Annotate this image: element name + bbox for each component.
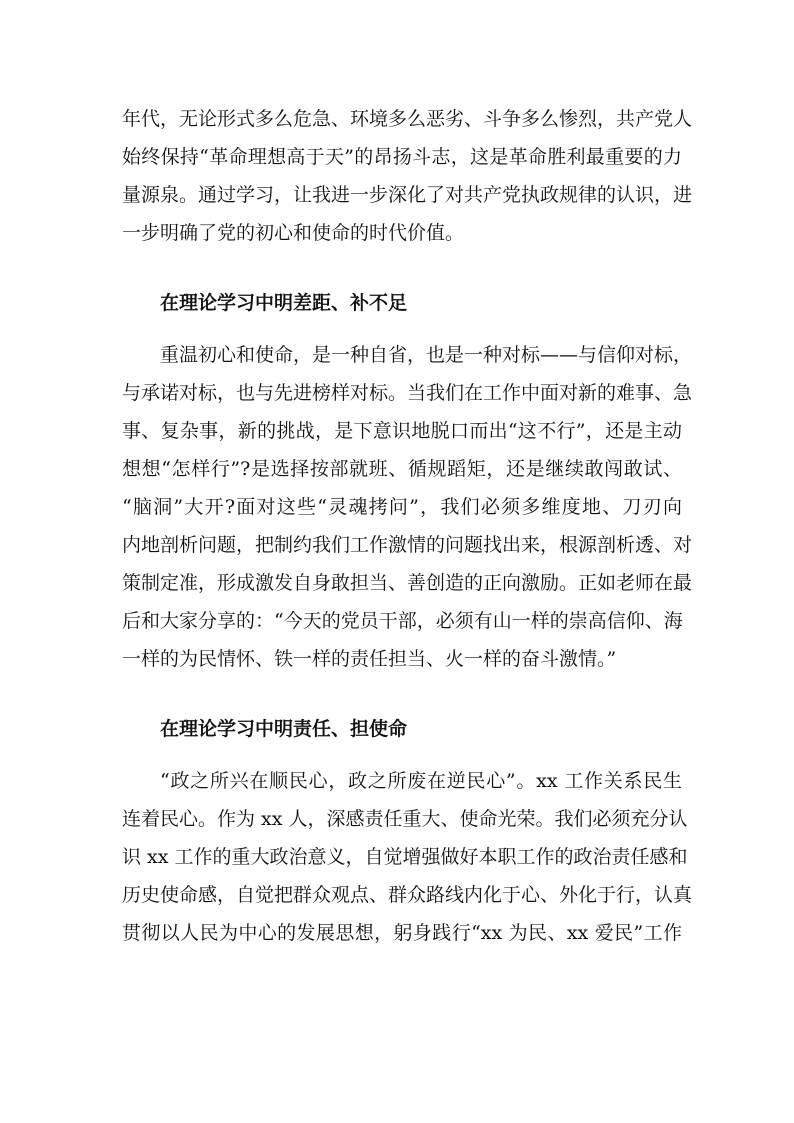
paragraph-3-line-1: “政之所兴在顺民心，政之所废在逆民心”。xx 工作关系民生	[160, 770, 682, 792]
paragraph-3-line-4: 历史使命感，自觉把群众观点、群众路线内化于心、外化于行，认真	[122, 884, 693, 906]
paragraph-1-line-4: 一步明确了党的初心和使命的时代价值。	[122, 222, 465, 244]
paragraph-3-line-3: 识 xx 工作的重大政治意义，自觉增强做好本职工作的政治责任感和	[122, 846, 688, 868]
paragraph-3-line-2: 连着民心。作为 xx 人，深感责任重大、使命光荣。我们必须充分认	[122, 808, 688, 830]
paragraph-2-line-7: 策制定准，形成激发自身敢担当、善创造的正向激励。正如老师在最	[122, 572, 693, 594]
section-heading-2: 在理论学习中明责任、担使命	[160, 718, 408, 740]
paragraph-1-line-2: 始终保持“革命理想高于天”的昂扬斗志，这是革命胜利最重要的力	[122, 146, 682, 168]
section-heading-1: 在理论学习中明差距、补不足	[160, 292, 408, 314]
paragraph-2-line-9: 一样的为民情怀、铁一样的责任担当、火一样的奋斗激情。”	[122, 648, 617, 670]
paragraph-2-line-6: 内地剖析问题，把制约我们工作激情的问题找出来，根源剖析透、对	[122, 534, 693, 556]
paragraph-2-line-5: “脑洞”大开?面对这些“灵魂拷问”，我们必须多维度地、刀刃向	[122, 496, 682, 518]
paragraph-2-line-4: 想想“怎样行”?是选择按部就班、循规蹈矩，还是继续敢闯敢试、	[122, 458, 682, 480]
paragraph-3-line-5: 贯彻以人民为中心的发展思想，躬身践行“xx 为民、xx 爱民”工作	[122, 922, 682, 944]
paragraph-2-line-3: 事、复杂事，新的挑战，是下意识地脱口而出“这不行”，还是主动	[122, 420, 682, 442]
paragraph-1-line-1: 年代，无论形式多么危急、环境多么恶劣、斗争多么惨烈，共产党人	[122, 108, 693, 130]
paragraph-2-line-2: 与承诺对标，也与先进榜样对标。当我们在工作中面对新的难事、急	[122, 382, 693, 404]
paragraph-1-line-3: 量源泉。通过学习，让我进一步深化了对共产党执政规律的认识，进	[122, 184, 693, 206]
paragraph-2-line-8: 后和大家分享的：“今天的党员干部，必须有山一样的崇高信仰、海	[122, 610, 683, 632]
paragraph-2-line-1: 重温初心和使命，是一种自省，也是一种对标——与信仰对标，	[160, 344, 693, 366]
